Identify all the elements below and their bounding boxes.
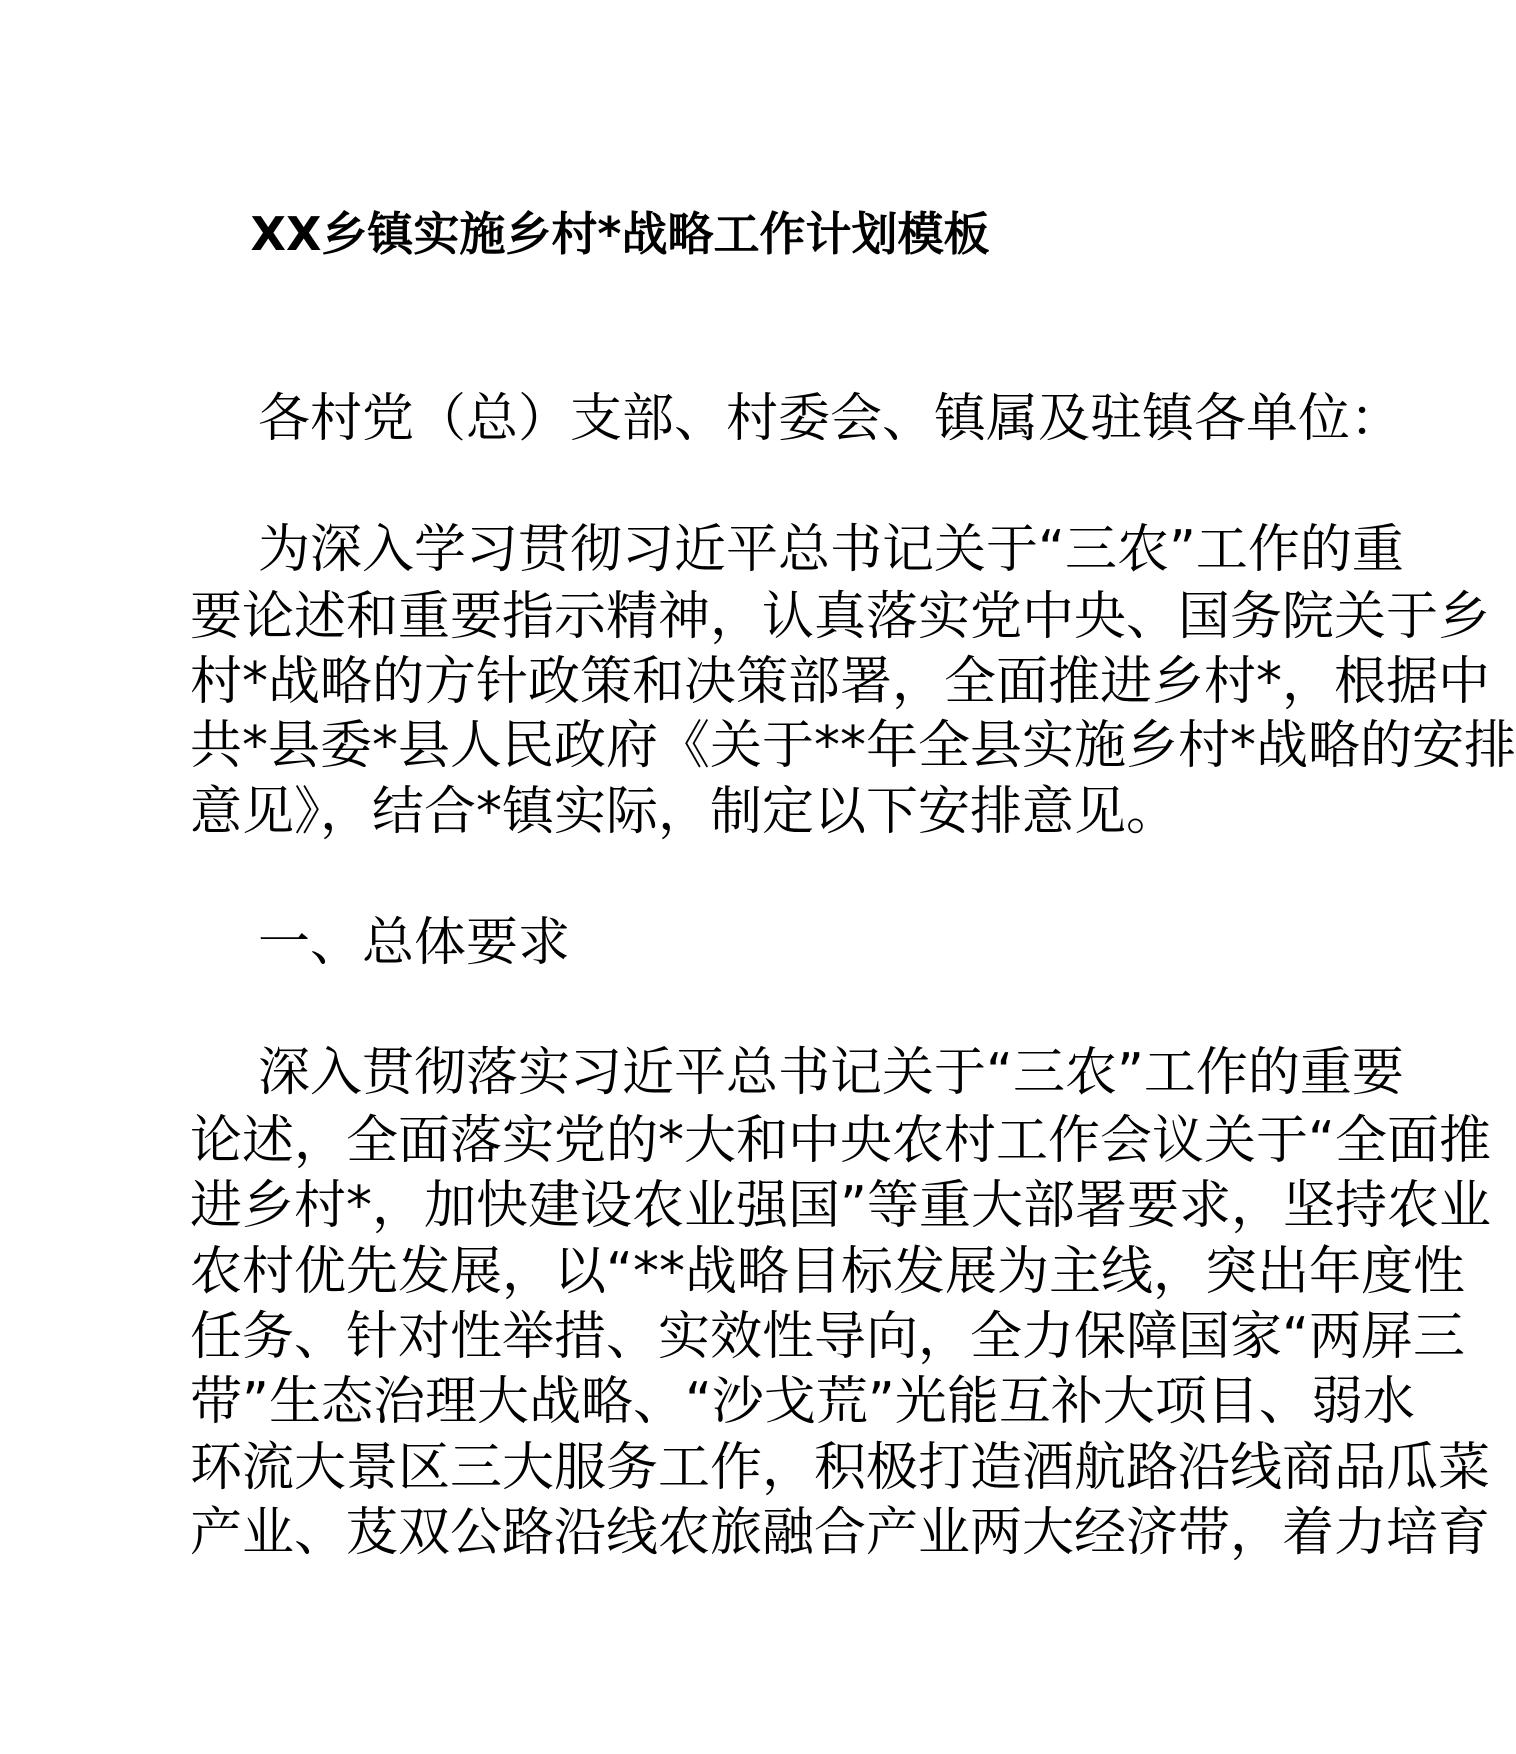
paragraph-line: 带”生态治理大战略、“沙戈荒”光能互补大项目、弱水 [190,1372,1415,1432]
section-heading: 一、总体要求 [258,913,571,973]
paragraph-line: 进乡村*，加快建设农业强国”等重大部署要求，坚持农业 [190,1176,1491,1236]
paragraph-line: 农村优先发展，以“**战略目标发展为主线，突出年度性 [190,1242,1465,1302]
paragraph-line: 意见》，结合*镇实际，制定以下安排意见。 [190,782,1179,842]
paragraph-line: 任务、针对性举措、实效性导向，全力保障国家“两屏三 [190,1307,1465,1367]
paragraph-line: 要论述和重要指示精神，认真落实党中央、国务院关于乡 [190,587,1491,647]
paragraph-line: 为深入学习贯彻习近平总书记关于“三农”工作的重 [258,520,1404,580]
paragraph-line: 共*县委*县人民政府《关于**年全县实施乡村*战略的安排 [190,716,1516,776]
paragraph-line: 深入贯彻落实习近平总书记关于“三农”工作的重要 [258,1043,1404,1103]
salutation: 各村党（总）支部、村委会、镇属及驻镇各单位： [258,389,1403,449]
paragraph-line: 村*战略的方针政策和决策部署，全面推进乡村*，根据中 [190,652,1491,712]
paragraph-line: 产业、芨双公路沿线农旅融合产业两大经济带，着力培育 [190,1503,1491,1563]
paragraph-line: 环流大景区三大服务工作，积极打造酒航路沿线商品瓜菜 [190,1438,1491,1498]
paragraph-line: 论述，全面落实党的*大和中央农村工作会议关于“全面推 [190,1111,1491,1171]
document-title: XX乡镇实施乡村*战略工作计划模板 [250,207,990,261]
